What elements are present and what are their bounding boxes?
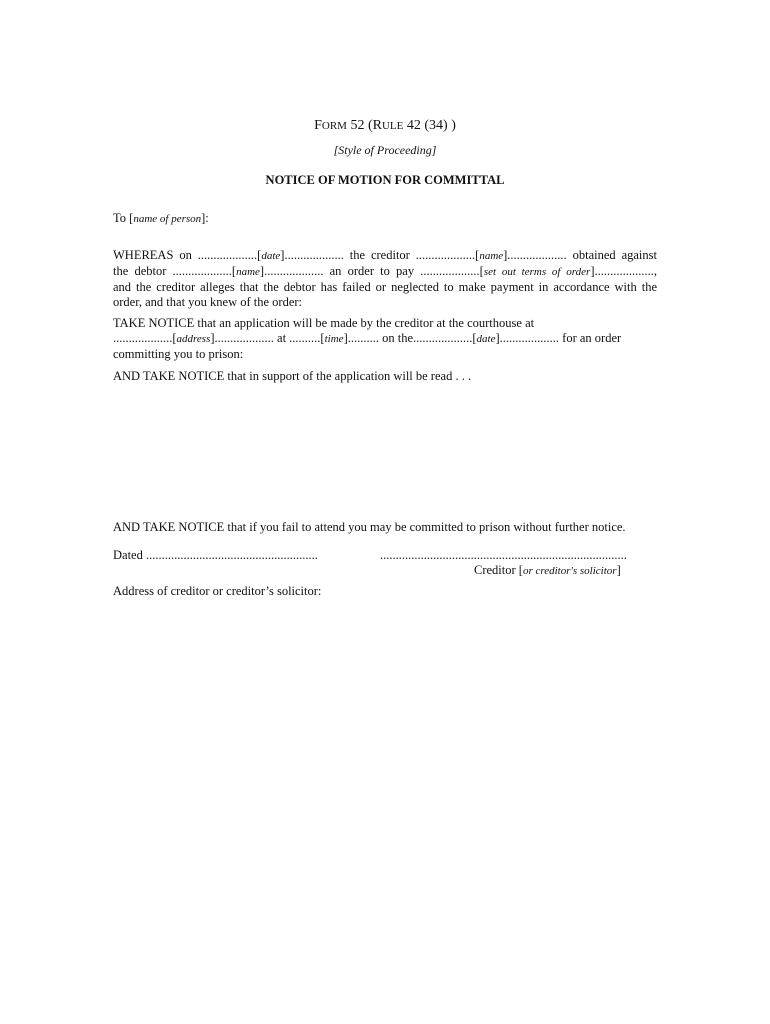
whereas-text: ]................... obtained against <box>503 248 657 262</box>
whereas-paragraph <box>113 248 657 310</box>
to-placeholder: name of person <box>133 213 202 225</box>
style-of-proceeding: [Style of Proceeding] <box>333 143 437 157</box>
take-notice-line-2 <box>113 331 657 347</box>
form-number: 52 ( <box>350 118 373 133</box>
creditor-close: ] <box>616 563 621 577</box>
date-placeholder: date <box>261 250 281 262</box>
time-placeholder: time <box>324 333 344 345</box>
rule-rest: ULE <box>381 120 404 132</box>
address-placeholder: address <box>176 333 211 345</box>
take-notice-line-1: TAKE NOTICE that an application will be made by the creditor at the courthouse at <box>113 316 535 330</box>
to-prefix: To [ <box>113 211 134 225</box>
whereas-line-2 <box>113 264 657 280</box>
form-prefix-rest: ORM <box>321 120 347 132</box>
creditor-text: Creditor [ <box>474 563 523 577</box>
take-notice-line-3: committing you to prison: <box>113 347 244 361</box>
fail-to-attend-notice: AND TAKE NOTICE that if you fail to attend you may be committed to prison without further notice. <box>113 520 626 534</box>
form-prefix-f: F <box>314 118 322 133</box>
rule-number: 42 (34) ) <box>406 118 456 133</box>
page-title: NOTICE OF MOTION FOR COMMITTAL <box>265 173 505 187</box>
address-line: Address of creditor or creditor’s solicitor: <box>113 584 322 598</box>
whereas-text: the debtor ...................[ <box>113 264 237 278</box>
whereas-text: ]................... an order to pay ...................[ <box>259 264 484 278</box>
support-notice: AND TAKE NOTICE that in support of the application will be read . . . <box>113 369 472 383</box>
dated-line: Dated ....................................................... <box>113 548 318 562</box>
date-placeholder: date <box>476 333 496 345</box>
to-suffix: ]: <box>201 211 209 225</box>
solicitor-placeholder: or creditor's solicitor <box>522 565 617 577</box>
signature-line: ............................................................................... <box>380 548 627 562</box>
rule-r: R <box>372 118 382 133</box>
whereas-line-4: order, and that you knew of the order: <box>113 295 303 309</box>
take-notice-text: ]................... for an order <box>495 331 622 345</box>
form-title <box>0 118 770 134</box>
whereas-text: ]................... the creditor ...................[ <box>280 248 480 262</box>
take-notice-text: ]................... at ..........[ <box>210 331 325 345</box>
whereas-line-3: and the creditor alleges that the debtor has failed or neglected to make payment in accordance with the <box>113 280 657 294</box>
creditor-label <box>474 563 621 579</box>
whereas-text: WHEREAS on ...................[ <box>113 248 262 262</box>
name-placeholder: name <box>236 266 260 278</box>
take-notice-text: ...................[ <box>113 331 177 345</box>
whereas-line-1 <box>113 248 657 264</box>
take-notice-text: ].......... on the...................[ <box>343 331 477 345</box>
name-placeholder: name <box>479 250 504 262</box>
take-notice-paragraph <box>113 316 657 362</box>
terms-placeholder: set out terms of order <box>483 266 591 278</box>
whereas-text: ]..................., <box>590 264 657 278</box>
to-line <box>113 211 657 227</box>
